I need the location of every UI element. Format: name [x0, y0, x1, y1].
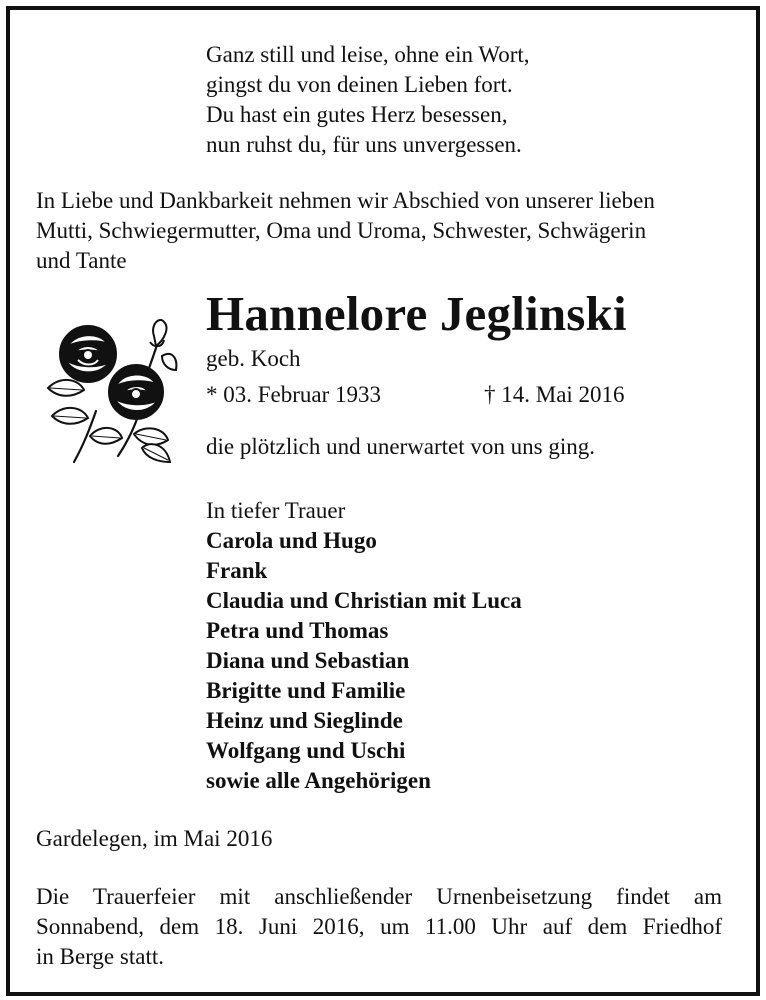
passing-phrase: die plötzlich und unerwartet von uns ging. — [206, 434, 596, 459]
mourner-name: Heinz und Sieglinde — [206, 708, 403, 733]
birth-date: * 03. Februar 1933 — [206, 382, 382, 407]
mourner-name: sowie alle Angehörigen — [206, 768, 431, 793]
mourner-name: Wolfgang und Uschi — [206, 738, 406, 763]
intro-line: Mutti, Schwiegermutter, Oma und Uroma, Schwester, Schwägerin — [36, 218, 647, 243]
mourner-name: Petra und Thomas — [206, 618, 389, 643]
intro-line: und Tante — [36, 248, 127, 273]
poem — [206, 40, 530, 160]
poem-line: gingst du von deinen Lieben fort. — [206, 72, 513, 97]
mourners-list — [206, 526, 522, 796]
rose-icon — [38, 316, 183, 466]
poem-line: Du hast ein gutes Herz besessen, — [206, 102, 508, 127]
mourner-name: Carola und Hugo — [206, 528, 377, 553]
mourner-name: Frank — [206, 558, 268, 583]
poem-line: nun ruhst du, für uns unvergessen. — [206, 132, 522, 157]
mourning-heading: In tiefer Trauer — [206, 498, 346, 523]
deceased-name: Hannelore Jeglinski — [206, 286, 627, 341]
funeral-notice — [36, 882, 722, 972]
intro-text — [36, 186, 736, 276]
funeral-line: in Berge statt. — [36, 944, 164, 969]
funeral-line: Sonnabend, dem 18. Juni 2016, um 11.00 Uhr auf dem Friedhof — [36, 914, 722, 939]
obituary-frame — [6, 6, 760, 996]
mourner-name: Diana und Sebastian — [206, 648, 410, 673]
birth-name: geb. Koch — [206, 346, 301, 371]
mourner-name: Brigitte und Familie — [206, 678, 406, 703]
mourner-name: Claudia und Christian mit Luca — [206, 588, 522, 613]
funeral-line: Die Trauerfeier mit anschließender Urnenbeisetzung findet am — [36, 884, 722, 909]
intro-line: In Liebe und Dankbarkeit nehmen wir Abschied von unserer lieben — [36, 188, 655, 213]
place-date: Gardelegen, im Mai 2016 — [36, 826, 273, 851]
poem-line: Ganz still und leise, ohne ein Wort, — [206, 42, 530, 67]
death-date: † 14. Mai 2016 — [484, 382, 625, 407]
